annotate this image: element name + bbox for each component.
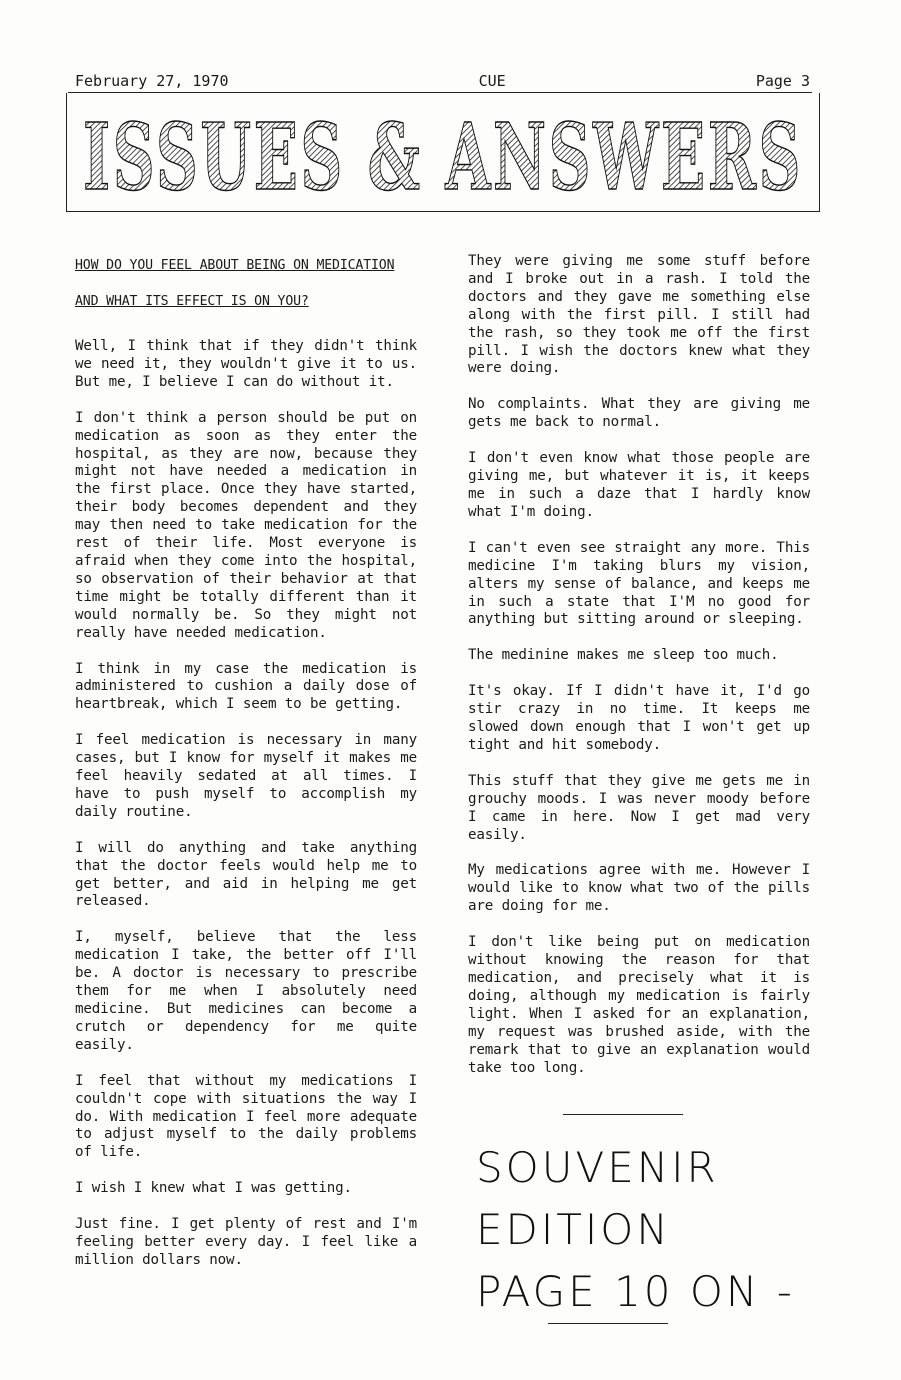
- souvenir-line-3: PAGE 10 ON -: [476, 1267, 795, 1316]
- right-column: [468, 253, 810, 1095]
- souvenir-line-2: EDITION: [476, 1205, 671, 1254]
- masthead-box: [66, 93, 820, 212]
- souvenir-rule-bottom: [548, 1323, 668, 1324]
- answer-paragraph: The medinine makes me sleep too much.: [468, 647, 779, 664]
- answer-paragraph: Well, I think that if they didn't think we need it, they wouldn't give it to us. But me, I believe I can do without it.: [75, 338, 417, 390]
- answer-paragraph: I don't like being put on medication without knowing the reason for that medication, and precisely what it is doing, although my medication is fairly light. When I asked for an explanation, my request was brushed aside, with the remark that to give an explanation would take too long.: [468, 934, 810, 1076]
- answer-paragraph: I, myself, believe that the less medication I take, the better off I'll be. A doctor is necessary to prescribe them for me when I absolutely need medicine. But medicines can become a crutch or dependency for me quite easily.: [75, 929, 417, 1053]
- page-number: Page 3: [755, 72, 810, 90]
- masthead-title-art: [67, 93, 819, 211]
- masthead-title: ISSUES & ANSWERS: [83, 103, 804, 211]
- answer-paragraph: Just fine. I get plenty of rest and I'm feeling better every day. I feel like a million dollars now.: [75, 1216, 417, 1268]
- souvenir-line-1: SOUVENIR: [476, 1143, 719, 1192]
- answer-paragraph: I wish I knew what I was getting.: [75, 1180, 352, 1197]
- answer-paragraph: I think in my case the medication is administered to cushion a daily dose of heartbreak, which I seem to be getting.: [75, 660, 417, 713]
- answer-paragraph: It's okay. If I didn't have it, I'd go stir crazy in no time. It keeps me slowed down enough that I won't get up tight and hit somebody.: [468, 683, 810, 753]
- page-header: [75, 72, 810, 90]
- answer-paragraph: My medications agree with me. However I would like to know what two of the pills are doing for me.: [468, 862, 810, 915]
- answer-paragraph: I will do anything and take anything that the doctor feels would help me to get better, and aid in helping me get released.: [75, 839, 417, 910]
- publication-name: CUE: [478, 72, 506, 90]
- answer-paragraph: No complaints. What they are giving me gets me back to normal.: [468, 396, 810, 431]
- souvenir-rule-top: [563, 1114, 683, 1115]
- answer-paragraph: This stuff that they give me gets me in grouchy moods. I was never moody before I came in here. Now I get mad very easily.: [468, 772, 810, 843]
- souvenir-notice: [476, 1140, 816, 1320]
- answer-paragraph: They were giving me some stuff before and I broke out in a rash. I told the doctors and they gave me something else along with the first pill. I still had the rash, so they took me off the first pill. I wish the doctors knew what they were doing.: [468, 253, 810, 377]
- answer-paragraph: I feel that without my medications I couldn't cope with situations the way I do. With medication I feel more adequate to adjust myself to the daily problems of life.: [75, 1072, 417, 1161]
- issue-date: February 27, 1970: [75, 72, 229, 90]
- answer-paragraph: I don't think a person should be put on medication as soon as they enter the hospital, as they are now, because they might not have needed a medication in the first place. Once they have started, their body becomes dependent and they may then need to take medication for the rest of their life. Most everyone is afraid when they come into the hospital, so observation of their behavior at that time might be totally different than it would normally be. So they might not really have needed medication.: [75, 409, 417, 641]
- left-column: [75, 248, 417, 1288]
- answer-paragraph: I don't even know what those people are giving me, but whatever it is, it keeps me in such a daze that I hardly know what I'm doing.: [468, 450, 810, 520]
- answer-paragraph: I feel medication is necessary in many cases, but I know for myself it makes me feel heavily sedated at all times. I have to push myself to accomplish my daily routine.: [75, 732, 417, 820]
- answer-paragraph: I can't even see straight any more. This medicine I'm taking blurs my vision, alters my sense of balance, and keeps me in such a state that I'M no good for anything but sitting around or sleeping.: [468, 539, 810, 628]
- survey-question: HOW DO YOU FEEL ABOUT BEING ON MEDICATION AND WHAT ITS EFFECT IS ON YOU?: [75, 258, 395, 309]
